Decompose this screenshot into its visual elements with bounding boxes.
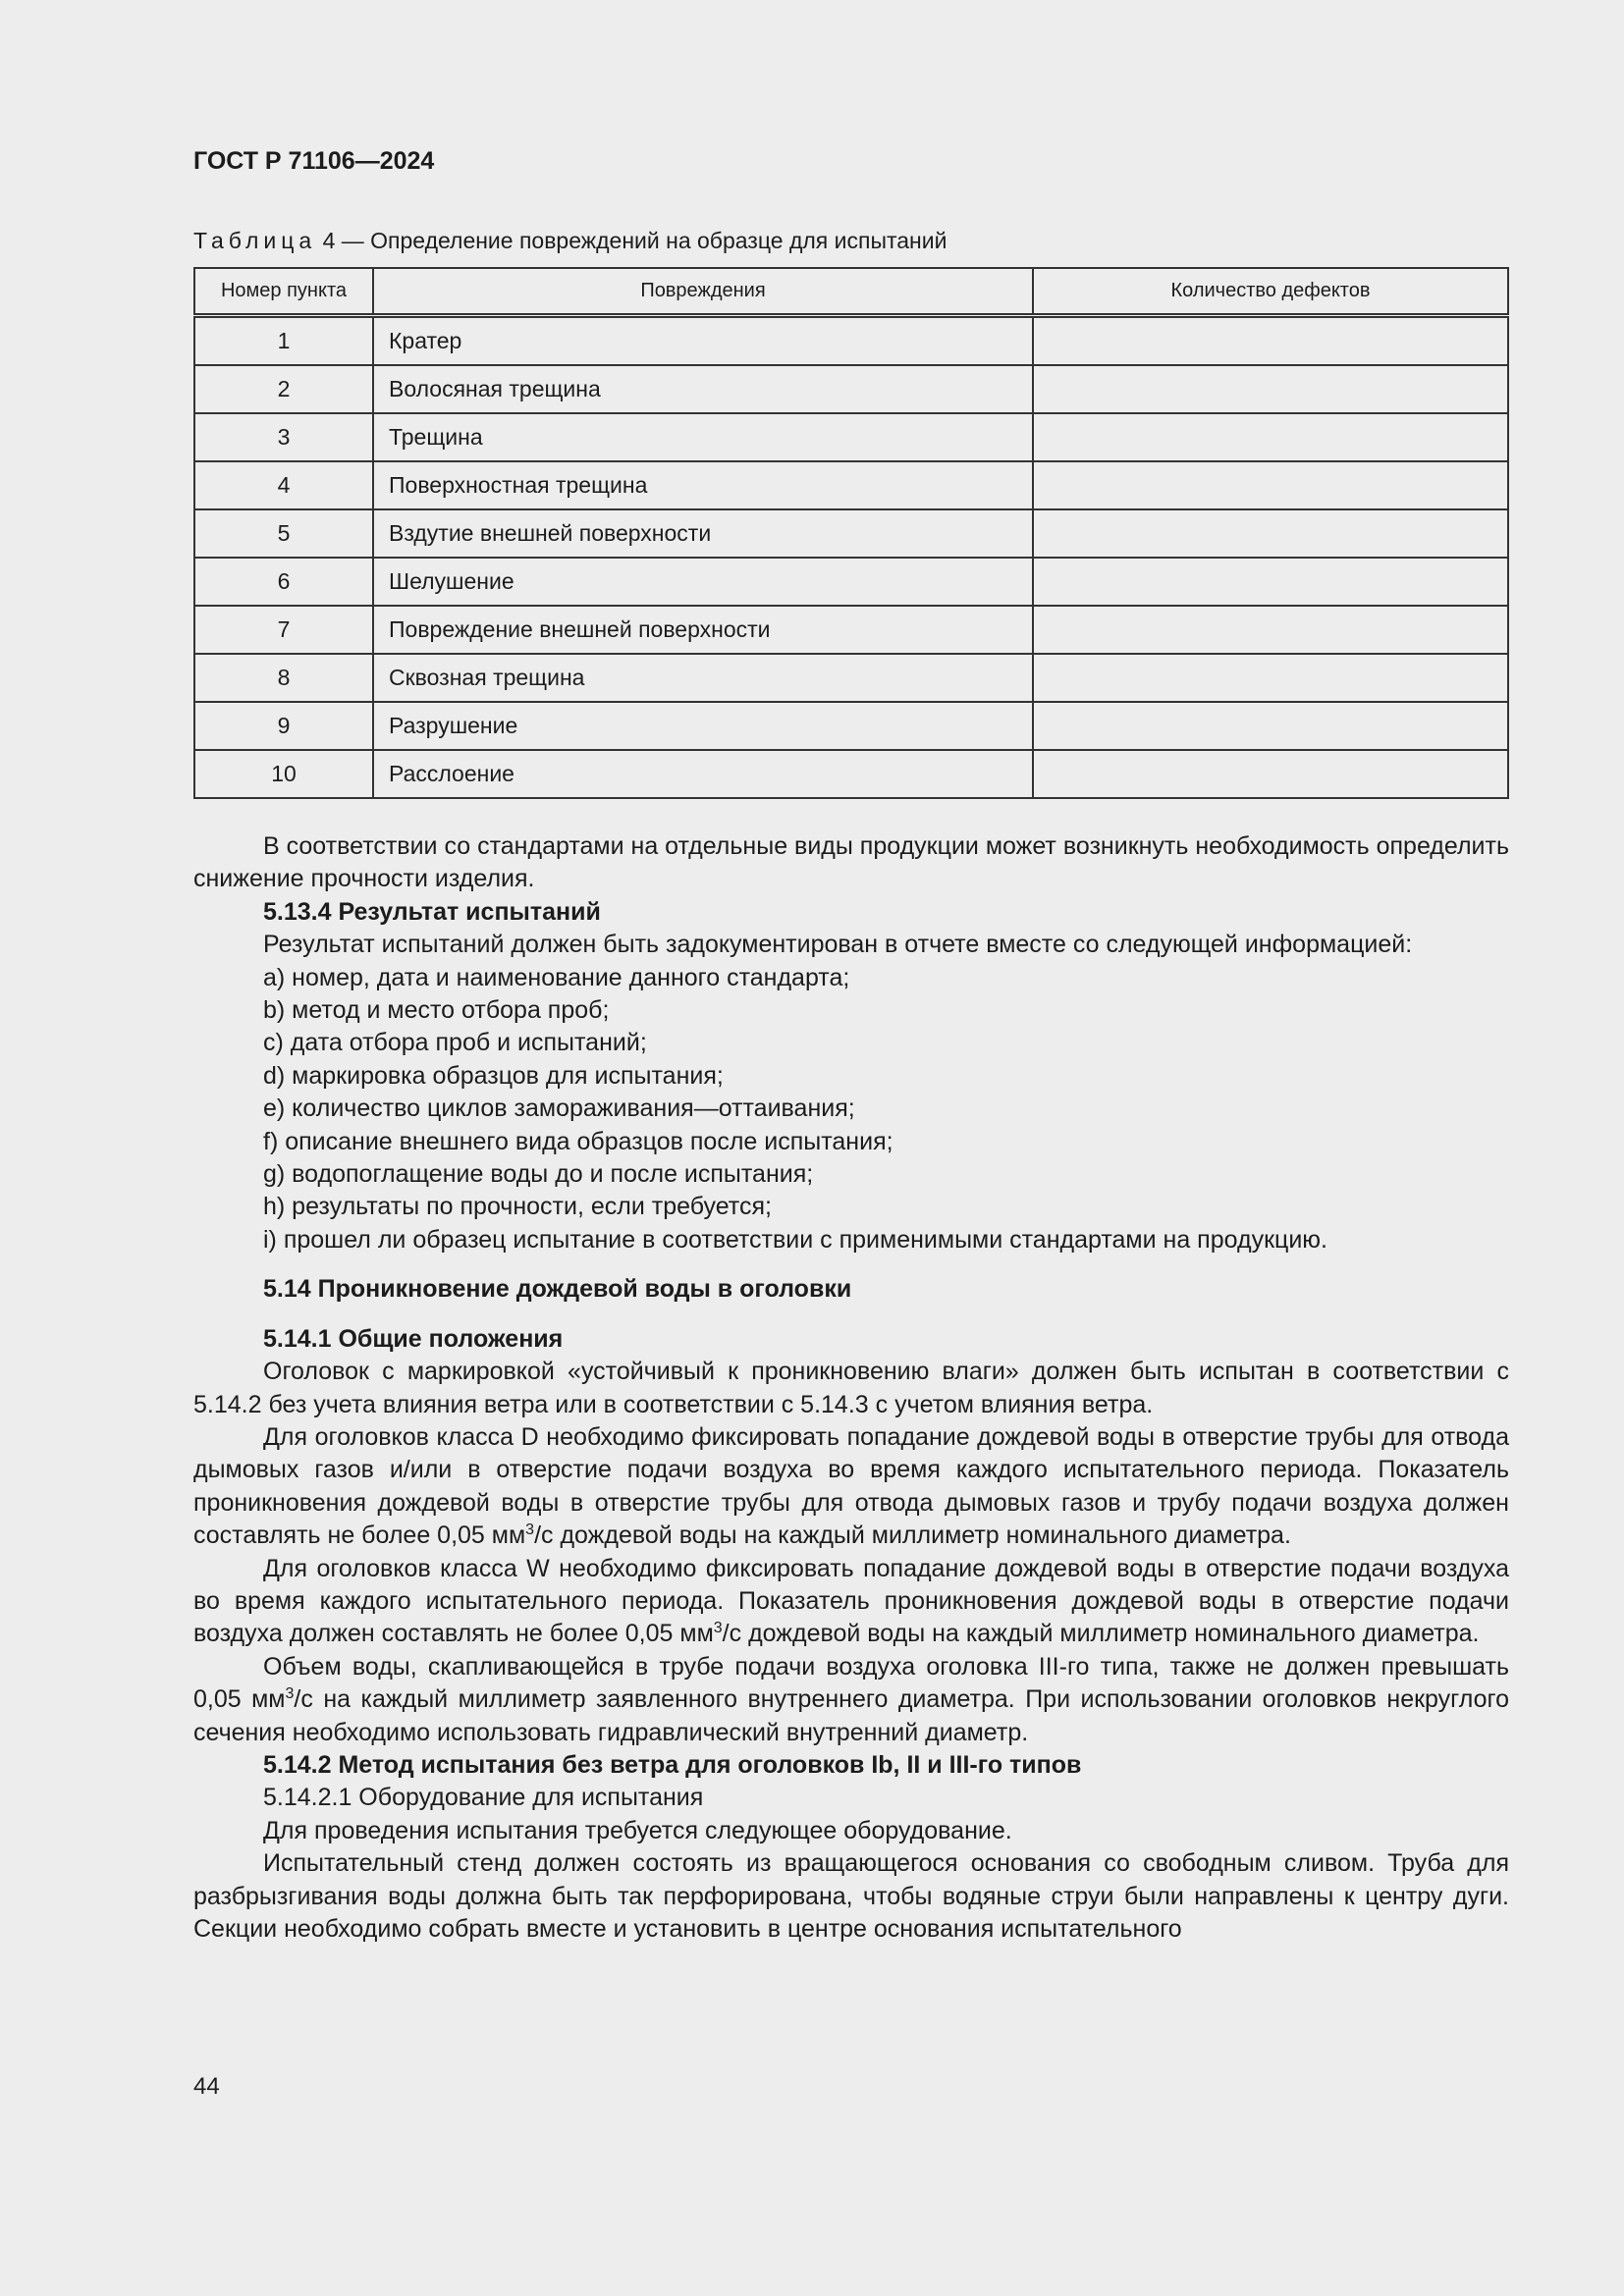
table-row xyxy=(194,702,1508,750)
table-row xyxy=(194,316,1508,366)
list-item: a) номер, дата и наименование данного стандарта; xyxy=(263,963,850,991)
paragraph-class-w-part1: Для оголовков класса W необходимо фиксировать попадание дождевой воды в отверстие подачи воздуха во время каждого испытательного периода. Показатель проникновения дождевой воды в отверстие подачи воздуха должен составлять не более 0,05 мм xyxy=(193,1554,1509,1648)
row-number: 10 xyxy=(194,750,373,798)
list-item: d) маркировка образцов для испытания; xyxy=(263,1061,724,1090)
row-number: 5 xyxy=(194,509,373,558)
row-count xyxy=(1033,558,1508,606)
row-count xyxy=(1033,316,1508,366)
paragraph-volume-part2: /с на каждый миллиметр заявленного внутреннего диаметра. При использовании оголовков некруглого сечения необходимо использовать гидравлический внутренний диаметр. xyxy=(193,1685,1509,1746)
heading-5-14: 5.14 Проникновение дождевой воды в оголовки xyxy=(263,1275,852,1304)
paragraph-volume xyxy=(193,1651,1509,1749)
row-damage: Повреждение внешней поверхности xyxy=(373,606,1033,654)
superscript-3: 3 xyxy=(525,1522,535,1539)
row-number: 4 xyxy=(194,461,373,509)
row-count xyxy=(1033,413,1508,461)
row-count xyxy=(1033,606,1508,654)
superscript-3: 3 xyxy=(713,1620,723,1637)
row-number: 9 xyxy=(194,702,373,750)
body-text xyxy=(193,830,1509,1946)
row-count xyxy=(1033,461,1508,509)
subheading-5-14-2-1: 5.14.2.1 Оборудование для испытания xyxy=(263,1784,704,1812)
heading-5-13-4: 5.13.4 Результат испытаний xyxy=(263,897,601,926)
table-row xyxy=(194,413,1508,461)
table-caption-title: 4 — Определение повреждений на образце для испытаний xyxy=(316,228,947,253)
table-row xyxy=(194,461,1508,509)
row-number: 2 xyxy=(194,365,373,413)
row-damage: Волосяная трещина xyxy=(373,365,1033,413)
row-count xyxy=(1033,750,1508,798)
paragraph-volume-part1: Объем воды, скапливающейся в трубе подачи воздуха оголовка III-го типа, также не должен превышать 0,05 мм xyxy=(193,1652,1509,1714)
row-damage: Кратер xyxy=(373,316,1033,366)
column-header-number: Номер пункта xyxy=(194,268,373,316)
column-header-damage: Повреждения xyxy=(373,268,1033,316)
table-row xyxy=(194,365,1508,413)
list-item: h) результаты по прочности, если требуется; xyxy=(263,1193,772,1221)
row-count xyxy=(1033,654,1508,702)
paragraph-class-w-part2: /с дождевой воды на каждый миллиметр номинального диаметра. xyxy=(722,1620,1480,1648)
row-damage: Расслоение xyxy=(373,750,1033,798)
row-damage: Вздутие внешней поверхности xyxy=(373,509,1033,558)
superscript-3: 3 xyxy=(285,1685,295,1703)
list-item: i) прошел ли образец испытание в соответствии с применимыми стандартами на продукцию. xyxy=(263,1225,1327,1254)
page-number: 44 xyxy=(193,2073,220,2100)
heading-5-14-1: 5.14.1 Общие положения xyxy=(263,1324,564,1353)
paragraph-class-d-part2: /с дождевой воды на каждый миллиметр номинального диаметра. xyxy=(534,1522,1291,1550)
list-item: e) количество циклов замораживания—оттаивания; xyxy=(263,1095,855,1123)
row-count xyxy=(1033,365,1508,413)
row-number: 1 xyxy=(194,316,373,366)
row-number: 3 xyxy=(194,413,373,461)
row-damage: Разрушение xyxy=(373,702,1033,750)
paragraph-equipment: Для проведения испытания требуется следующее оборудование. xyxy=(263,1816,1012,1844)
heading-5-14-2: 5.14.2 Метод испытания без ветра для оголовков Ib, II и III-го типов xyxy=(263,1750,1082,1779)
list-item: g) водопоглащение воды до и после испытания; xyxy=(263,1160,814,1189)
paragraph-class-d xyxy=(193,1421,1509,1553)
paragraph-class-w xyxy=(193,1553,1509,1651)
row-damage: Шелушение xyxy=(373,558,1033,606)
table-row xyxy=(194,606,1508,654)
row-count xyxy=(1033,702,1508,750)
list-item: b) метод и место отбора проб; xyxy=(263,996,610,1025)
paragraph-class-d-part1: Для оголовков класса D необходимо фиксировать попадание дождевой воды в отверстие трубы для отвода дымовых газов и/или в отверстие подачи воздуха во время каждого испытательного периода. Показатель проникновения дождевой воды в отверстие трубы для отвода дымовых газов и трубу подачи воздуха должен составлять не более 0,05 мм xyxy=(193,1422,1509,1550)
row-number: 7 xyxy=(194,606,373,654)
paragraph-strength: В соответствии со стандартами на отдельные виды продукции может возникнуть необходимость определить снижение прочности изделия. xyxy=(193,832,1509,893)
document-code: ГОСТ Р 71106—2024 xyxy=(193,147,435,175)
table-caption xyxy=(193,228,947,254)
column-header-count: Количество дефектов xyxy=(1033,268,1508,316)
row-damage: Сквозная трещина xyxy=(373,654,1033,702)
defects-table xyxy=(193,267,1509,799)
table-caption-word: Таблица xyxy=(193,228,317,253)
table-row xyxy=(194,558,1508,606)
list-item: f) описание внешнего вида образцов после испытания; xyxy=(263,1127,893,1155)
table-row xyxy=(194,654,1508,702)
list-item: c) дата отбора проб и испытаний; xyxy=(263,1029,647,1057)
row-number: 6 xyxy=(194,558,373,606)
row-damage: Поверхностная трещина xyxy=(373,461,1033,509)
table-row xyxy=(194,509,1508,558)
row-number: 8 xyxy=(194,654,373,702)
table-header-row xyxy=(194,268,1508,316)
table-row xyxy=(194,750,1508,798)
paragraph-test-stand: Испытательный стенд должен состоять из вращающегося основания со свободным сливом. Труба для разбрызгивания воды должна быть так перфорирована, чтобы водяные струи были направлены к центру дуги. Секции необходимо собрать вместе и установить в центре основания испытательного xyxy=(193,1849,1509,1943)
row-count xyxy=(1033,509,1508,558)
paragraph-report: Результат испытаний должен быть задокументирован в отчете вместе со следующей информацией: xyxy=(263,931,1413,959)
paragraph-general: Оголовок с маркировкой «устойчивый к проникновению влаги» должен быть испытан в соответствии с 5.14.2 без учета влияния ветра или в соответствии с 5.14.3 с учетом влияния ветра. xyxy=(193,1358,1509,1418)
row-damage: Трещина xyxy=(373,413,1033,461)
